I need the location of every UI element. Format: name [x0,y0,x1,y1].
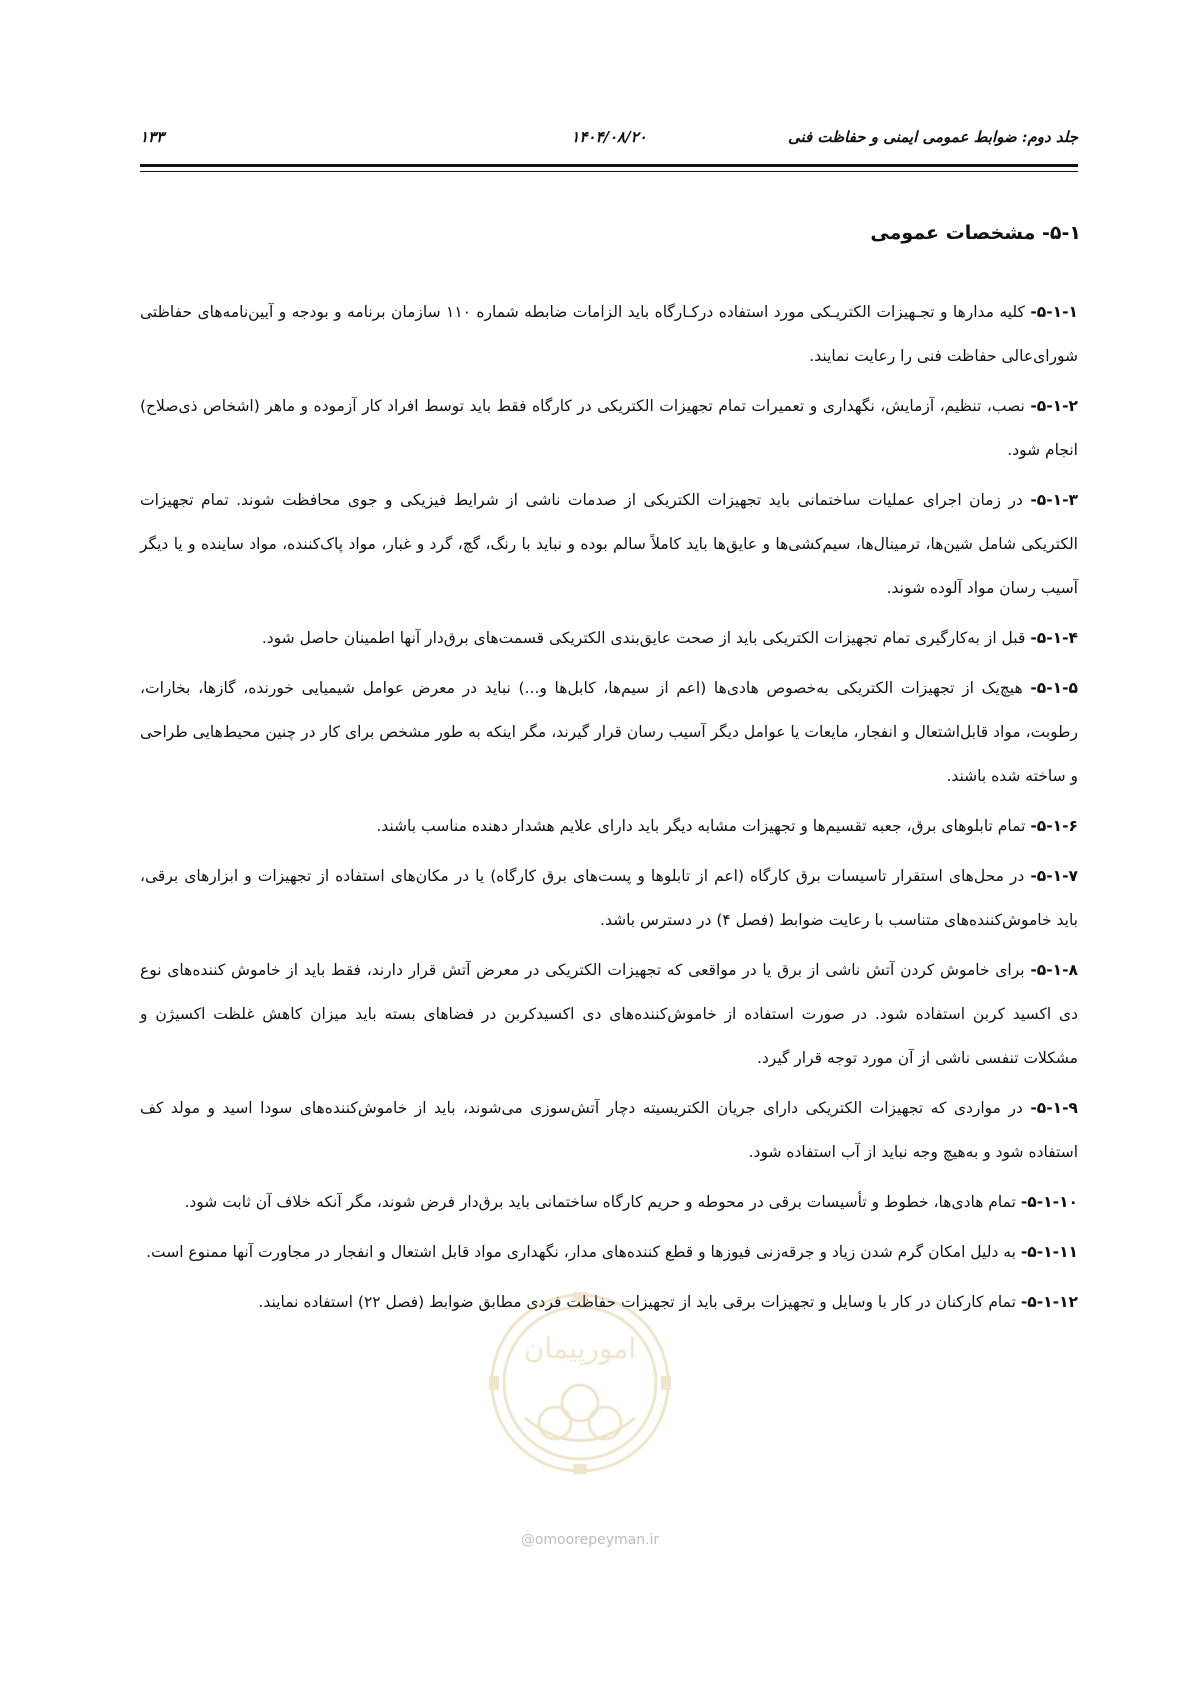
watermark-url: @omoorepeyman.ir [520,1532,660,1548]
clause-number: ۵-۱-۸- [1030,961,1078,979]
paragraph-5-1-3 [140,478,1078,610]
paragraph-5-1-9 [140,1086,1078,1174]
paragraph-5-1-2 [140,384,1078,472]
clause-number: ۵-۱-۳- [1030,491,1078,509]
paragraph-5-1-5 [140,666,1078,798]
clause-text: تمام تابلوهای برق، جعبه تقسیم‌ها و تجهیزات مشابه دیگر باید دارای علایم هشدار دهنده مناسب باشند. [376,817,1031,835]
clause-number: ۵-۱-۱۲- [1020,1293,1078,1311]
paragraph-5-1-11 [140,1230,1078,1274]
clause-text: برای خاموش کردن آتش ناشی از برق یا در مواقعی که تجهیزات الکتریکی در معرض آتش قرار دارند، فقط باید از خاموش کننده‌های نوع دی اکسید کربن استفاده شود. در صورت استفاده از خاموش‌کننده‌های دی اکسیدکربن در فضاهای بسته باید میزان کاهش غلظت اکسیژن و مشکلات تنفسی ناشی از آن مورد توجه قرار گیرد. [140,961,1078,1067]
clause-number: ۵-۱-۱۰- [1020,1193,1078,1211]
paragraph-5-1-1 [140,290,1078,378]
paragraph-5-1-7 [140,854,1078,942]
clause-number: ۵-۱-۴- [1030,629,1078,647]
paragraph-5-1-10 [140,1180,1078,1224]
clause-text: تمام کارکنان در کار با وسایل و تجهیزات برقی باید از تجهیزات حفاظت فردی مطابق ضوابط (فصل ۲۲) استفاده نمایند. [258,1293,1021,1311]
page-number: ۱۳۳ [140,128,165,146]
clause-text: تمام هادی‌ها، خطوط و تأسیسات برقی در محوطه و حریم کارگاه ساختمانی باید برق‌دار فرض شوند، مگر آنکه خلاف آن ثابت شود. [184,1193,1021,1211]
clause-text: به دلیل امکان گرم شدن زیاد و جرقه‌زنی فیوزها و قطع کننده‌های مدار، نگهداری مواد قابل اشتعال و انفجار در مجاورت آنها ممنوع است. [146,1243,1021,1261]
clause-number: ۵-۱-۱- [1030,303,1078,321]
clause-number: ۵-۱-۵- [1030,679,1078,697]
clause-text: نصب، تنظیم، آزمایش، نگهداری و تعمیرات تمام تجهیزات الکتریکی در کارگاه فقط باید توسط افراد کار آزموده و ماهر (اشخاص ذی‌صلاح) انجام شود. [140,397,1078,459]
clause-text: در مواردی که تجهیزات الکتریکی دارای جریان الکتریسیته دچار آتش‌سوزی می‌شوند، باید از خاموش‌کننده‌های سودا اسید و مولد کف استفاده شود و به‌هیچ وجه نباید از آب استفاده شود. [140,1099,1078,1161]
clause-text: کلیه مدارها و تجـهیزات الکتریـکی مورد استفاده درکـارگاه باید الزامات ضابطه شماره ۱۱۰ سازمان برنامه و بودجه و آیین‌نامه‌های حفاظتی شورای‌عالی حفاظت فنی را رعایت نمایند. [140,303,1078,365]
gear-seal-icon [485,1288,675,1478]
clause-number: ۵-۱-۹- [1030,1099,1078,1117]
section-title: ۵-۱- مشخصات عمومی [870,222,1081,244]
clause-text: در زمان اجرای عملیات ساختمانی باید تجهیزات الکتریکی از صدمات ناشی از شرایط فیزیکی و جوی محافظت شوند. تمام تجهیزات الکتریکی شامل شین‌ها، ترمینال‌ها، سیم‌کشی‌ها و عایق‌ها باید کاملاً سالم بوده و نباید با رنگ، گچ، گرد و غبار، مواد پاک‌کننده، مواد ساینده و یا دیگر آسیب رسان مواد آلوده شوند. [140,491,1078,597]
paragraph-5-1-4 [140,616,1078,660]
clause-number: ۵-۱-۶- [1030,817,1078,835]
header-date: ۱۴۰۴/۰۸/۲۰ [571,128,647,146]
watermark-logo-text: امورپیمان [523,1332,637,1365]
clause-number: ۵-۱-۱۱- [1020,1243,1078,1261]
clause-text: هیچ‌یک از تجهیزات الکتریکی به‌خصوص هادی‌ها (اعم از سیم‌ها، کابل‌ها و...) نباید در معرض عوامل شیمیایی خورنده، گازها، بخارات، رطوبت، مواد قابل‌اشتعال و انفجار، مایعات یا عوامل دیگر آسیب رسان قرار گیرند، مگر اینکه به طور مشخص برای کار در چنین محیط‌هایی طراحی و ساخته شده باشند. [140,679,1078,785]
running-title: جلد دوم: ضوابط عمومی ایمنی و حفاظت فنی [788,128,1078,146]
watermark-logo [485,1288,675,1478]
paragraph-5-1-6 [140,804,1078,848]
clause-number: ۵-۱-۷- [1030,867,1078,885]
clause-text: در محل‌های استقرار تاسیسات برق کارگاه (اعم از تابلوها و پست‌های برق کارگاه) یا در مکان‌های استفاده از تجهیزات و ابزارهای برقی، باید خاموش‌کننده‌های متناسب با رعایت ضوابط (فصل ۴) در دسترس باشد. [140,867,1078,929]
page-header [140,128,1078,154]
body-text [140,290,1078,1330]
clause-text: قبل از به‌کارگیری تمام تجهیزات الکتریکی باید از صحت عایق‌بندی الکتریکی قسمت‌های برق‌دار آنها اطمینان حاصل شود. [261,629,1031,647]
header-rule [140,164,1078,172]
clause-number: ۵-۱-۲- [1030,397,1078,415]
paragraph-5-1-8 [140,948,1078,1080]
